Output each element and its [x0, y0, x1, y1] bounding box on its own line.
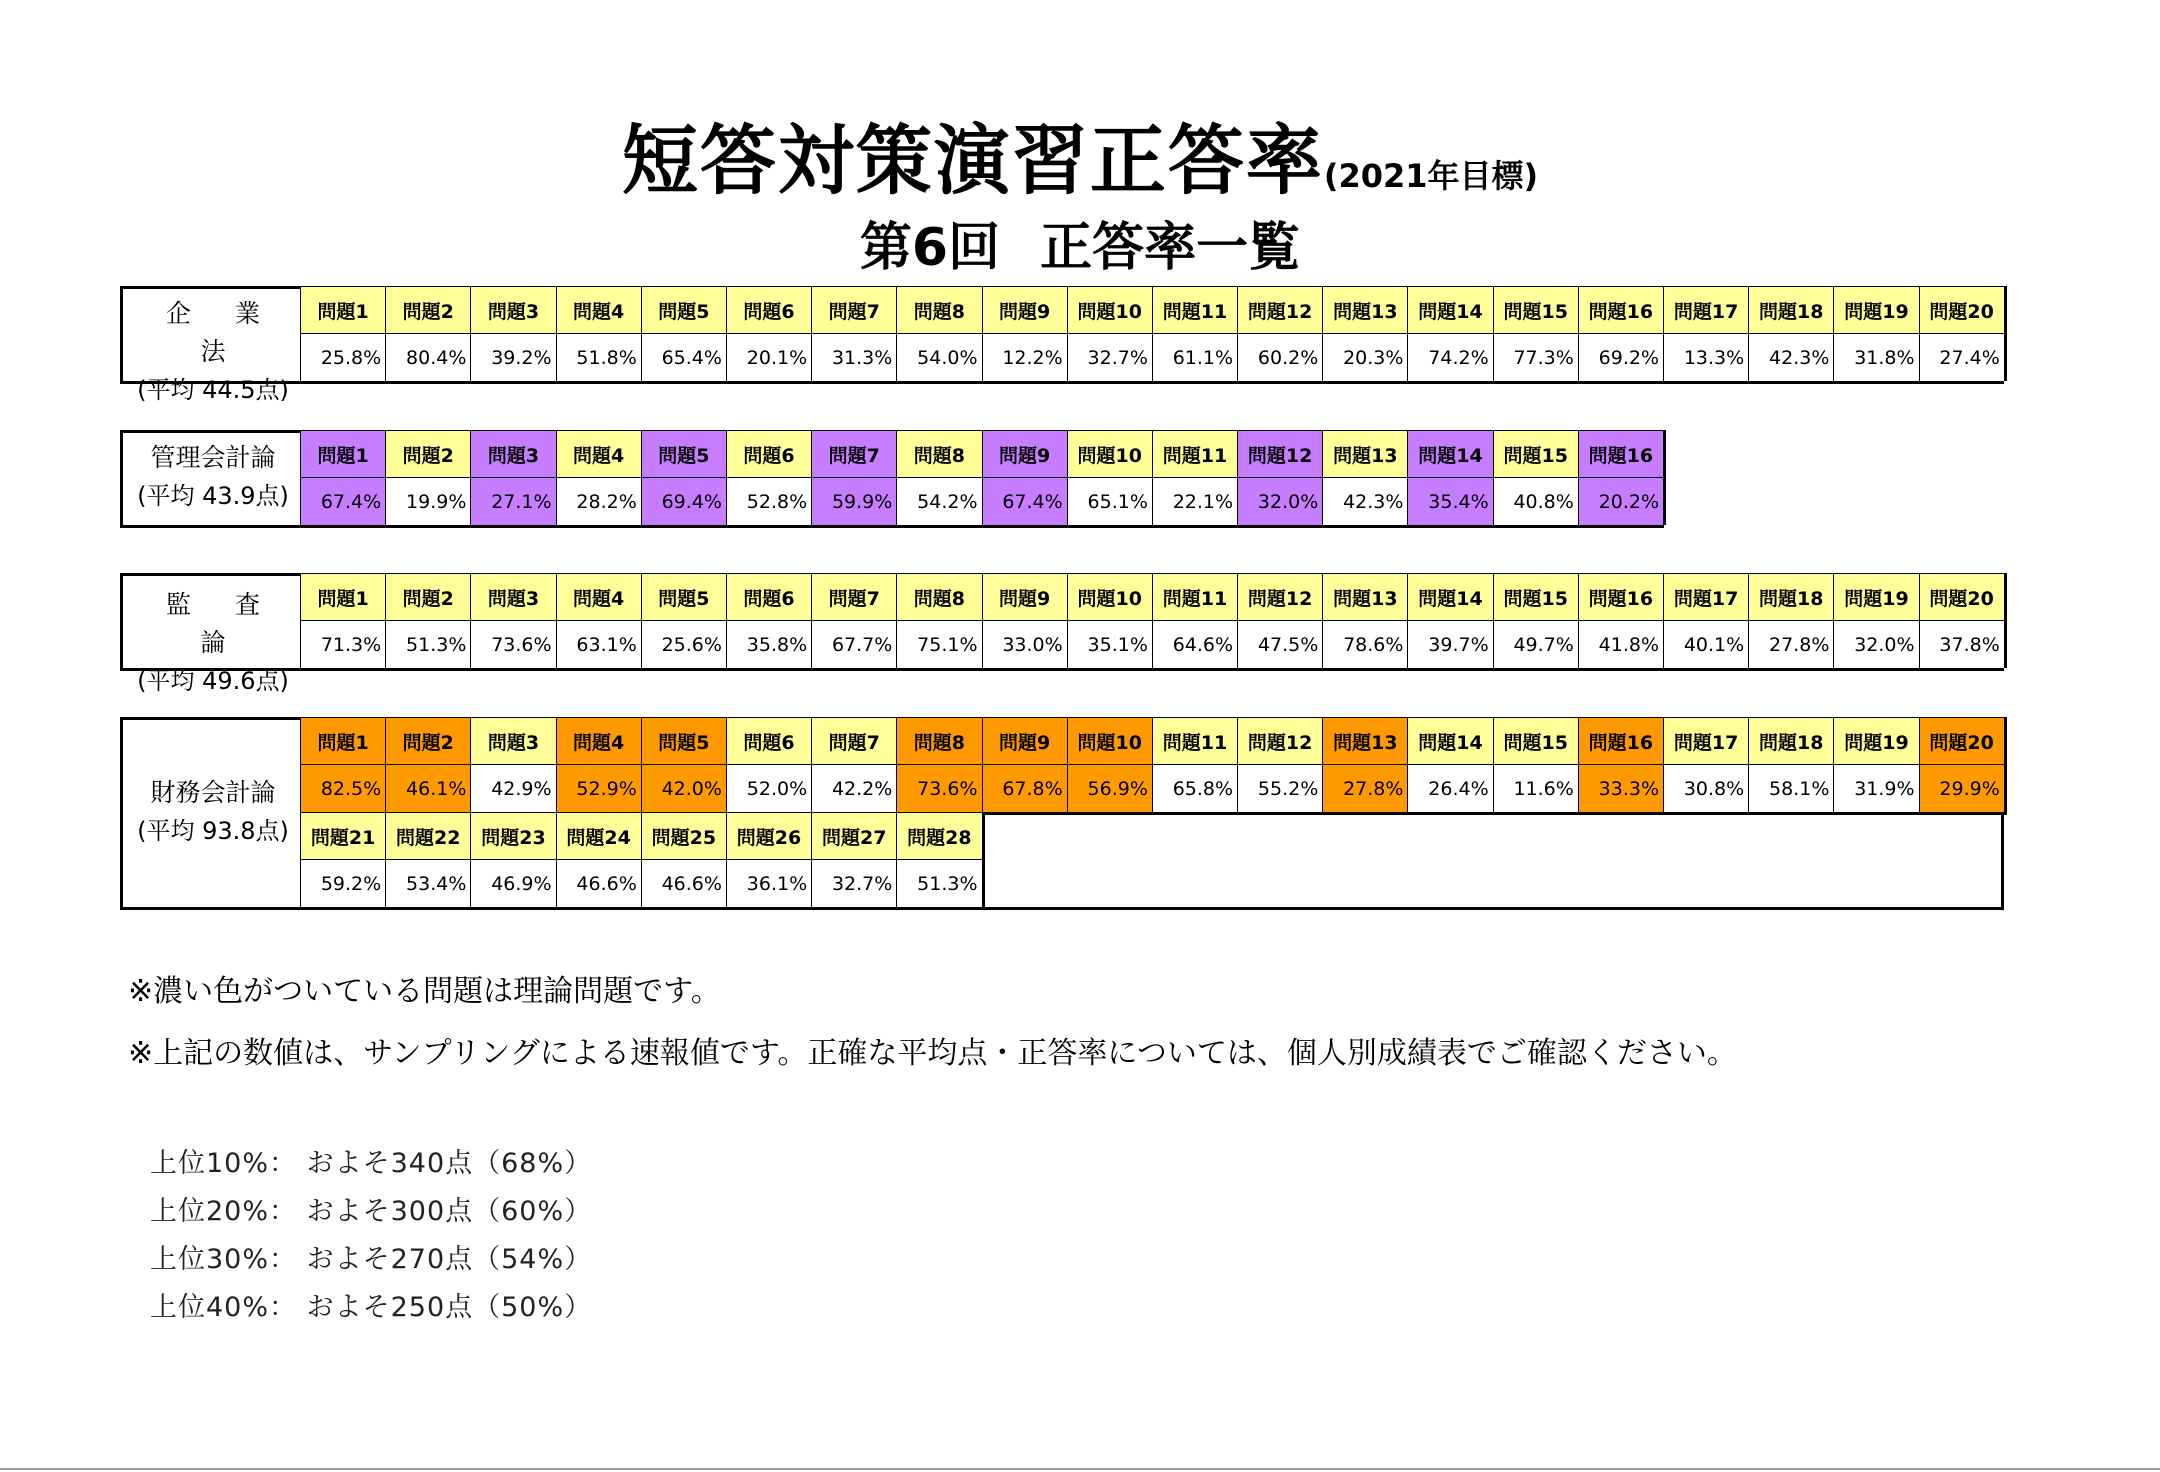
- correct-rate-value: 36.1%: [726, 859, 811, 907]
- question-header: 問題6: [726, 430, 811, 477]
- correct-rate-value: 13.3%: [1663, 333, 1748, 381]
- question-header: 問題8: [896, 430, 981, 477]
- correct-rate-value: 80.4%: [385, 333, 470, 381]
- question-header: 問題9: [982, 430, 1067, 477]
- question-header: 問題3: [470, 286, 555, 333]
- question-header: 問題1: [300, 573, 385, 620]
- correct-rate-value: 67.4%: [982, 477, 1067, 525]
- question-header: 問題16: [1578, 430, 1663, 477]
- question-header: 問題7: [811, 717, 896, 764]
- correct-rate-value: 46.9%: [470, 859, 555, 907]
- correct-rate-value: 19.9%: [385, 477, 470, 525]
- correct-rate-value: 65.1%: [1067, 477, 1152, 525]
- correct-rate-value: 27.8%: [1748, 620, 1833, 668]
- question-header: 問題4: [556, 286, 641, 333]
- correct-rate-value: 54.2%: [896, 477, 981, 525]
- correct-rate-value: 25.8%: [300, 333, 385, 381]
- subject-label: [123, 439, 303, 515]
- question-header: 問題16: [1578, 717, 1663, 764]
- correct-rate-value: 67.8%: [982, 764, 1067, 812]
- question-header: 問題13: [1322, 286, 1407, 333]
- correct-rate-value: 52.8%: [726, 477, 811, 525]
- question-header: 問題7: [811, 573, 896, 620]
- correct-rate-value: 56.9%: [1067, 764, 1152, 812]
- correct-rate-value: 33.3%: [1578, 764, 1663, 812]
- correct-rate-value: 60.2%: [1237, 333, 1322, 381]
- question-header: 問題13: [1322, 573, 1407, 620]
- question-header: 問題14: [1407, 430, 1492, 477]
- title-year: (2021年目標): [1323, 157, 1539, 195]
- question-header: 問題11: [1152, 430, 1237, 477]
- question-header: 問題23: [470, 812, 555, 859]
- correct-rate-value: 11.6%: [1493, 764, 1578, 812]
- subject-block-kansa: [120, 573, 2004, 695]
- correct-rate-value: 31.9%: [1833, 764, 1918, 812]
- correct-rate-value: 12.2%: [982, 333, 1067, 381]
- question-header: 問題14: [1407, 286, 1492, 333]
- correct-rate-value: 64.6%: [1152, 620, 1237, 668]
- correct-rate-value: 20.1%: [726, 333, 811, 381]
- question-header: 問題14: [1407, 717, 1492, 764]
- correct-rate-value: 55.2%: [1237, 764, 1322, 812]
- correct-rate-value: 75.1%: [896, 620, 981, 668]
- correct-rate-value: 51.3%: [385, 620, 470, 668]
- question-header: 問題12: [1237, 430, 1322, 477]
- correct-rate-value: 20.3%: [1322, 333, 1407, 381]
- subject-label: [123, 774, 303, 850]
- question-header: 問題9: [982, 286, 1067, 333]
- correct-rate-value: 42.2%: [811, 764, 896, 812]
- correct-rate-value: 49.7%: [1493, 620, 1578, 668]
- correct-rate-value: 71.3%: [300, 620, 385, 668]
- question-header: 問題10: [1067, 573, 1152, 620]
- correct-rate-value: 42.3%: [1322, 477, 1407, 525]
- question-header: 問題20: [1919, 717, 2004, 764]
- question-header: 問題2: [385, 286, 470, 333]
- question-header: 問題3: [470, 717, 555, 764]
- question-header: 問題12: [1237, 573, 1322, 620]
- question-header: 問題11: [1152, 573, 1237, 620]
- question-header: 問題5: [641, 430, 726, 477]
- question-header: 問題6: [726, 717, 811, 764]
- correct-rate-value: 32.7%: [1067, 333, 1152, 381]
- subject-label: [123, 586, 303, 700]
- correct-rate-value: 73.6%: [470, 620, 555, 668]
- question-header: 問題8: [896, 286, 981, 333]
- title-main: 短答対策演習正答率: [621, 116, 1324, 205]
- correct-rate-value: 51.3%: [896, 859, 981, 907]
- note-theory: ※濃い色がついている問題は理論問題です。: [128, 974, 721, 1009]
- subtitle-label: 正答率一覧: [1040, 218, 1301, 278]
- question-header: 問題7: [811, 430, 896, 477]
- question-header: 問題5: [641, 573, 726, 620]
- question-header: 問題16: [1578, 573, 1663, 620]
- question-header: 問題1: [300, 717, 385, 764]
- correct-rate-value: 65.8%: [1152, 764, 1237, 812]
- question-header: 問題20: [1919, 286, 2004, 333]
- page-bottom-rule: [0, 1468, 2160, 1470]
- rank-line: 上位40%： およそ250点（50%）: [150, 1292, 593, 1323]
- question-grid: [300, 812, 985, 907]
- subject-average: (平均 44.5点): [137, 376, 289, 404]
- correct-rate-value: 46.6%: [556, 859, 641, 907]
- correct-rate-value: 35.8%: [726, 620, 811, 668]
- correct-rate-value: 74.2%: [1407, 333, 1492, 381]
- question-header: 問題11: [1152, 717, 1237, 764]
- correct-rate-value: 63.1%: [556, 620, 641, 668]
- rank-line: 上位20%： およそ300点（60%）: [150, 1196, 593, 1227]
- correct-rate-value: 33.0%: [982, 620, 1067, 668]
- correct-rate-value: 35.1%: [1067, 620, 1152, 668]
- correct-rate-value: 32.0%: [1237, 477, 1322, 525]
- subject-label: [123, 295, 303, 409]
- correct-rate-value: 52.9%: [556, 764, 641, 812]
- question-header: 問題16: [1578, 286, 1663, 333]
- question-header: 問題9: [982, 573, 1067, 620]
- question-header: 問題8: [896, 573, 981, 620]
- question-header: 問題6: [726, 573, 811, 620]
- question-header: 問題11: [1152, 286, 1237, 333]
- correct-rate-value: 46.6%: [641, 859, 726, 907]
- correct-rate-value: 46.1%: [385, 764, 470, 812]
- question-header: 問題24: [556, 812, 641, 859]
- question-header: 問題27: [811, 812, 896, 859]
- correct-rate-value: 61.1%: [1152, 333, 1237, 381]
- correct-rate-value: 39.2%: [470, 333, 555, 381]
- correct-rate-value: 69.4%: [641, 477, 726, 525]
- question-header: 問題12: [1237, 717, 1322, 764]
- question-header: 問題8: [896, 717, 981, 764]
- question-header: 問題18: [1748, 717, 1833, 764]
- question-header: 問題26: [726, 812, 811, 859]
- question-header: 問題19: [1833, 286, 1918, 333]
- correct-rate-value: 20.2%: [1578, 477, 1663, 525]
- question-header: 問題1: [300, 430, 385, 477]
- question-header: 問題18: [1748, 573, 1833, 620]
- correct-rate-value: 27.1%: [470, 477, 555, 525]
- correct-rate-value: 54.0%: [896, 333, 981, 381]
- question-header: 問題18: [1748, 286, 1833, 333]
- correct-rate-value: 73.6%: [896, 764, 981, 812]
- correct-rate-value: 30.8%: [1663, 764, 1748, 812]
- question-header: 問題7: [811, 286, 896, 333]
- question-header: 問題9: [982, 717, 1067, 764]
- question-header: 問題13: [1322, 430, 1407, 477]
- correct-rate-value: 39.7%: [1407, 620, 1492, 668]
- question-header: 問題25: [641, 812, 726, 859]
- question-header: 問題19: [1833, 573, 1918, 620]
- page-title: [0, 100, 2160, 209]
- question-header: 問題22: [385, 812, 470, 859]
- question-header: 問題20: [1919, 573, 2004, 620]
- subject-average: (平均 49.6点): [137, 667, 289, 695]
- question-header: 問題2: [385, 717, 470, 764]
- correct-rate-value: 37.8%: [1919, 620, 2004, 668]
- correct-rate-value: 67.4%: [300, 477, 385, 525]
- question-header: 問題6: [726, 286, 811, 333]
- question-header: 問題10: [1067, 286, 1152, 333]
- correct-rate-value: 69.2%: [1578, 333, 1663, 381]
- question-header: 問題3: [470, 430, 555, 477]
- page-subtitle: [0, 205, 2160, 280]
- subject-name: 財務会計論: [150, 778, 276, 807]
- question-header: 問題17: [1663, 717, 1748, 764]
- correct-rate-value: 40.8%: [1493, 477, 1578, 525]
- subject-block-kigyoho: [120, 286, 2004, 404]
- subject-name: 監 査 論: [166, 590, 278, 657]
- correct-rate-value: 53.4%: [385, 859, 470, 907]
- question-header: 問題21: [300, 812, 385, 859]
- question-header: 問題17: [1663, 286, 1748, 333]
- correct-rate-value: 65.4%: [641, 333, 726, 381]
- correct-rate-value: 27.8%: [1322, 764, 1407, 812]
- question-header: 問題4: [556, 717, 641, 764]
- correct-rate-value: 31.8%: [1833, 333, 1918, 381]
- question-header: 問題1: [300, 286, 385, 333]
- correct-rate-value: 29.9%: [1919, 764, 2004, 812]
- correct-rate-value: 35.4%: [1407, 477, 1492, 525]
- question-header: 問題15: [1493, 286, 1578, 333]
- question-header: 問題4: [556, 573, 641, 620]
- question-header: 問題5: [641, 286, 726, 333]
- question-header: 問題14: [1407, 573, 1492, 620]
- question-header: 問題2: [385, 430, 470, 477]
- correct-rate-value: 59.2%: [300, 859, 385, 907]
- correct-rate-value: 59.9%: [811, 477, 896, 525]
- question-header: 問題17: [1663, 573, 1748, 620]
- question-header: 問題15: [1493, 573, 1578, 620]
- subject-block-zaimu-kaikei: [120, 717, 2004, 910]
- rank-line: 上位30%： およそ270点（54%）: [150, 1244, 593, 1275]
- correct-rate-value: 78.6%: [1322, 620, 1407, 668]
- question-header: 問題3: [470, 573, 555, 620]
- note-preliminary: ※上記の数値は、サンプリングによる速報値です。正確な平均点・正答率については、個人別成績表でご確認ください。: [128, 1036, 1737, 1071]
- correct-rate-value: 42.0%: [641, 764, 726, 812]
- subject-average: (平均 43.9点): [137, 482, 289, 510]
- question-header: 問題4: [556, 430, 641, 477]
- correct-rate-value: 32.0%: [1833, 620, 1918, 668]
- correct-rate-value: 58.1%: [1748, 764, 1833, 812]
- question-grid: [300, 430, 1666, 525]
- correct-rate-value: 51.8%: [556, 333, 641, 381]
- correct-rate-value: 25.6%: [641, 620, 726, 668]
- correct-rate-value: 41.8%: [1578, 620, 1663, 668]
- correct-rate-value: 77.3%: [1493, 333, 1578, 381]
- question-header: 問題12: [1237, 286, 1322, 333]
- correct-rate-value: 47.5%: [1237, 620, 1322, 668]
- subject-name: 管理会計論: [150, 443, 276, 472]
- correct-rate-value: 31.3%: [811, 333, 896, 381]
- correct-rate-value: 52.0%: [726, 764, 811, 812]
- question-grid: [300, 717, 2007, 815]
- subject-block-kanri-kaikei: [120, 430, 1664, 528]
- question-grid: [300, 286, 2007, 381]
- rank-line: 上位10%： およそ340点（68%）: [150, 1148, 593, 1179]
- question-header: 問題2: [385, 573, 470, 620]
- question-header: 問題10: [1067, 430, 1152, 477]
- correct-rate-value: 42.3%: [1748, 333, 1833, 381]
- question-header: 問題10: [1067, 717, 1152, 764]
- correct-rate-value: 42.9%: [470, 764, 555, 812]
- question-header: 問題15: [1493, 430, 1578, 477]
- correct-rate-value: 27.4%: [1919, 333, 2004, 381]
- question-header: 問題19: [1833, 717, 1918, 764]
- correct-rate-value: 28.2%: [556, 477, 641, 525]
- question-grid: [300, 573, 2007, 668]
- question-header: 問題28: [896, 812, 981, 859]
- correct-rate-value: 32.7%: [811, 859, 896, 907]
- correct-rate-value: 22.1%: [1152, 477, 1237, 525]
- correct-rate-value: 82.5%: [300, 764, 385, 812]
- subject-name: 企 業 法: [166, 299, 278, 366]
- question-header: 問題5: [641, 717, 726, 764]
- subject-average: (平均 93.8点): [137, 817, 289, 845]
- question-header: 問題15: [1493, 717, 1578, 764]
- correct-rate-value: 67.7%: [811, 620, 896, 668]
- question-header: 問題13: [1322, 717, 1407, 764]
- correct-rate-value: 26.4%: [1407, 764, 1492, 812]
- correct-rate-value: 40.1%: [1663, 620, 1748, 668]
- round-label: 第6回: [859, 218, 1001, 278]
